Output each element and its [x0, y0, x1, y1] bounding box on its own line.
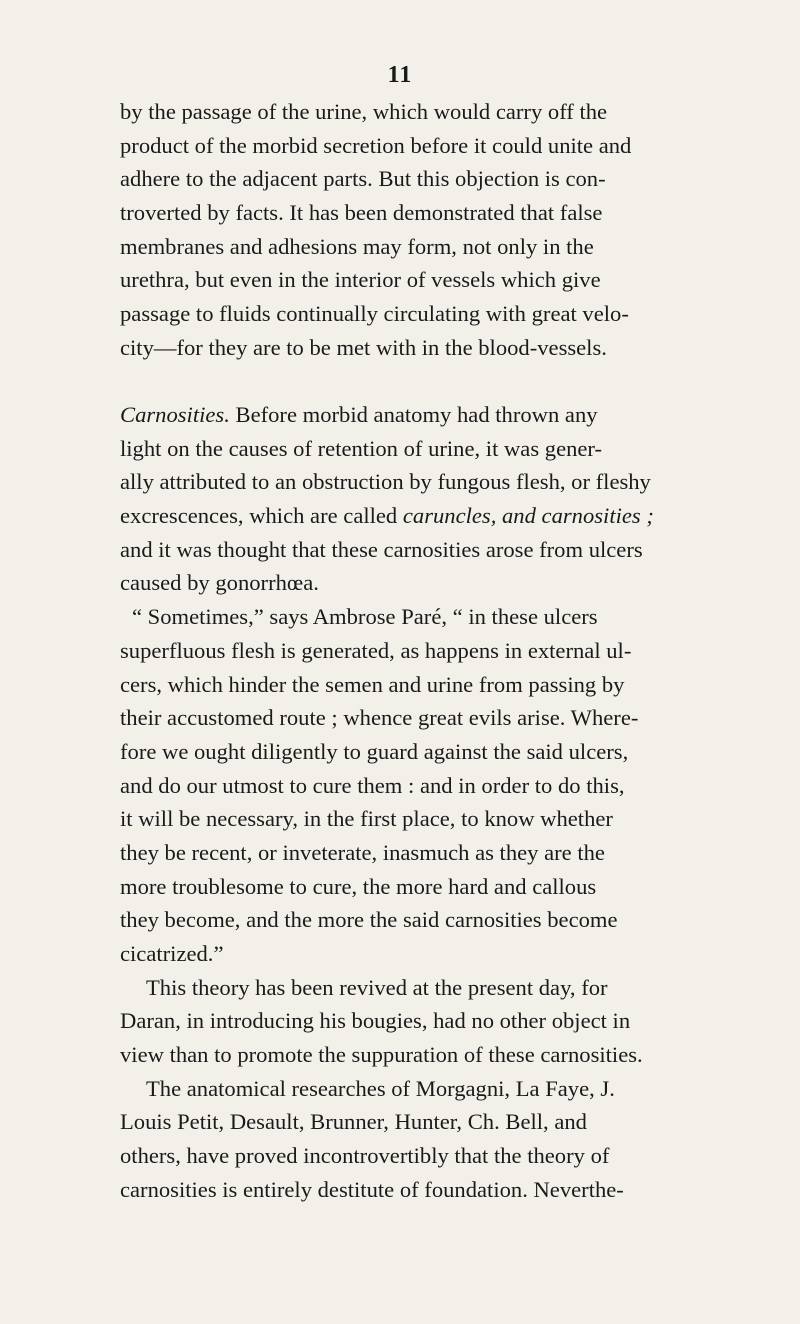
text-line: product of the morbid secretion before it could unite and — [120, 132, 632, 158]
quote-line: more troublesome to cure, the more hard and callous — [120, 873, 597, 899]
quote-line: cicatrized.” — [120, 941, 224, 966]
text-span: Before morbid anatomy had thrown any — [229, 402, 598, 427]
text-line: urethra, but even in the interior of vessels which give — [120, 267, 601, 293]
quote-line: superfluous flesh is generated, as happens in external ul- — [120, 637, 632, 663]
text-line: others, have proved incontrovertibly that the theory of — [120, 1143, 610, 1169]
paragraph-objection — [120, 95, 796, 365]
section-heading: Carnosities. — [120, 402, 230, 427]
text-line: by the passage of the urine, which would carry off the — [120, 99, 608, 124]
text-line: Louis Petit, Desault, Brunner, Hunter, Ch. Bell, and — [120, 1109, 587, 1135]
text-line: This theory has been revived at the present day, for — [146, 974, 608, 1000]
italic-term: caruncles, and carnosities ; — [402, 503, 654, 529]
text-line: carnosities is entirely destitute of foundation. Neverthe- — [120, 1176, 624, 1202]
text-line: caused by gonorrhœa. — [120, 570, 319, 596]
quote-line: cers, which hinder the semen and urine from passing by — [120, 671, 625, 697]
page-number: 11 — [387, 62, 413, 88]
text-line: membranes and adhesions may form, not only in the — [120, 233, 594, 259]
text-line — [120, 499, 796, 533]
text-line: Daran, in introducing his bougies, had no other object in — [120, 1008, 631, 1034]
quote-line: fore we ought diligently to guard against the said ulcers, — [120, 738, 629, 764]
text-line — [120, 398, 796, 432]
quote-line: “ Sometimes,” says Ambrose Paré, “ in these ulcers — [132, 604, 598, 630]
quote-line: it will be necessary, in the first place, to know whether — [120, 806, 613, 832]
quote-line: they become, and the more the said carnosities become — [120, 907, 618, 933]
text-span: excrescences, which are called — [120, 503, 403, 529]
text-line: ally attributed to an obstruction by fungous flesh, or fleshy — [120, 469, 651, 495]
quote-line: their accustomed route ; whence great evils arise. Where- — [120, 705, 639, 731]
text-line: and it was thought that these carnosities arose from ulcers — [120, 536, 643, 562]
text-line: troverted by facts. It has been demonstrated that false — [120, 200, 603, 226]
text-line: light on the causes of retention of urine, it was gener- — [120, 435, 603, 461]
text-line: passage to fluids continually circulating with great velo- — [120, 301, 629, 327]
quote-line: they be recent, or inveterate, inasmuch as they are the — [120, 839, 605, 865]
text-line: The anatomical researches of Morgagni, La Faye, J. — [146, 1075, 615, 1101]
quote-line: and do our utmost to cure them : and in order to do this, — [120, 772, 625, 798]
text-line: city—for they are to be met with in the blood-vessels. — [120, 334, 607, 360]
text-line: adhere to the adjacent parts. But this objection is con- — [120, 166, 606, 192]
section-carnosities — [120, 398, 796, 1207]
text-line: view than to promote the suppuration of these carnosities. — [120, 1042, 643, 1068]
